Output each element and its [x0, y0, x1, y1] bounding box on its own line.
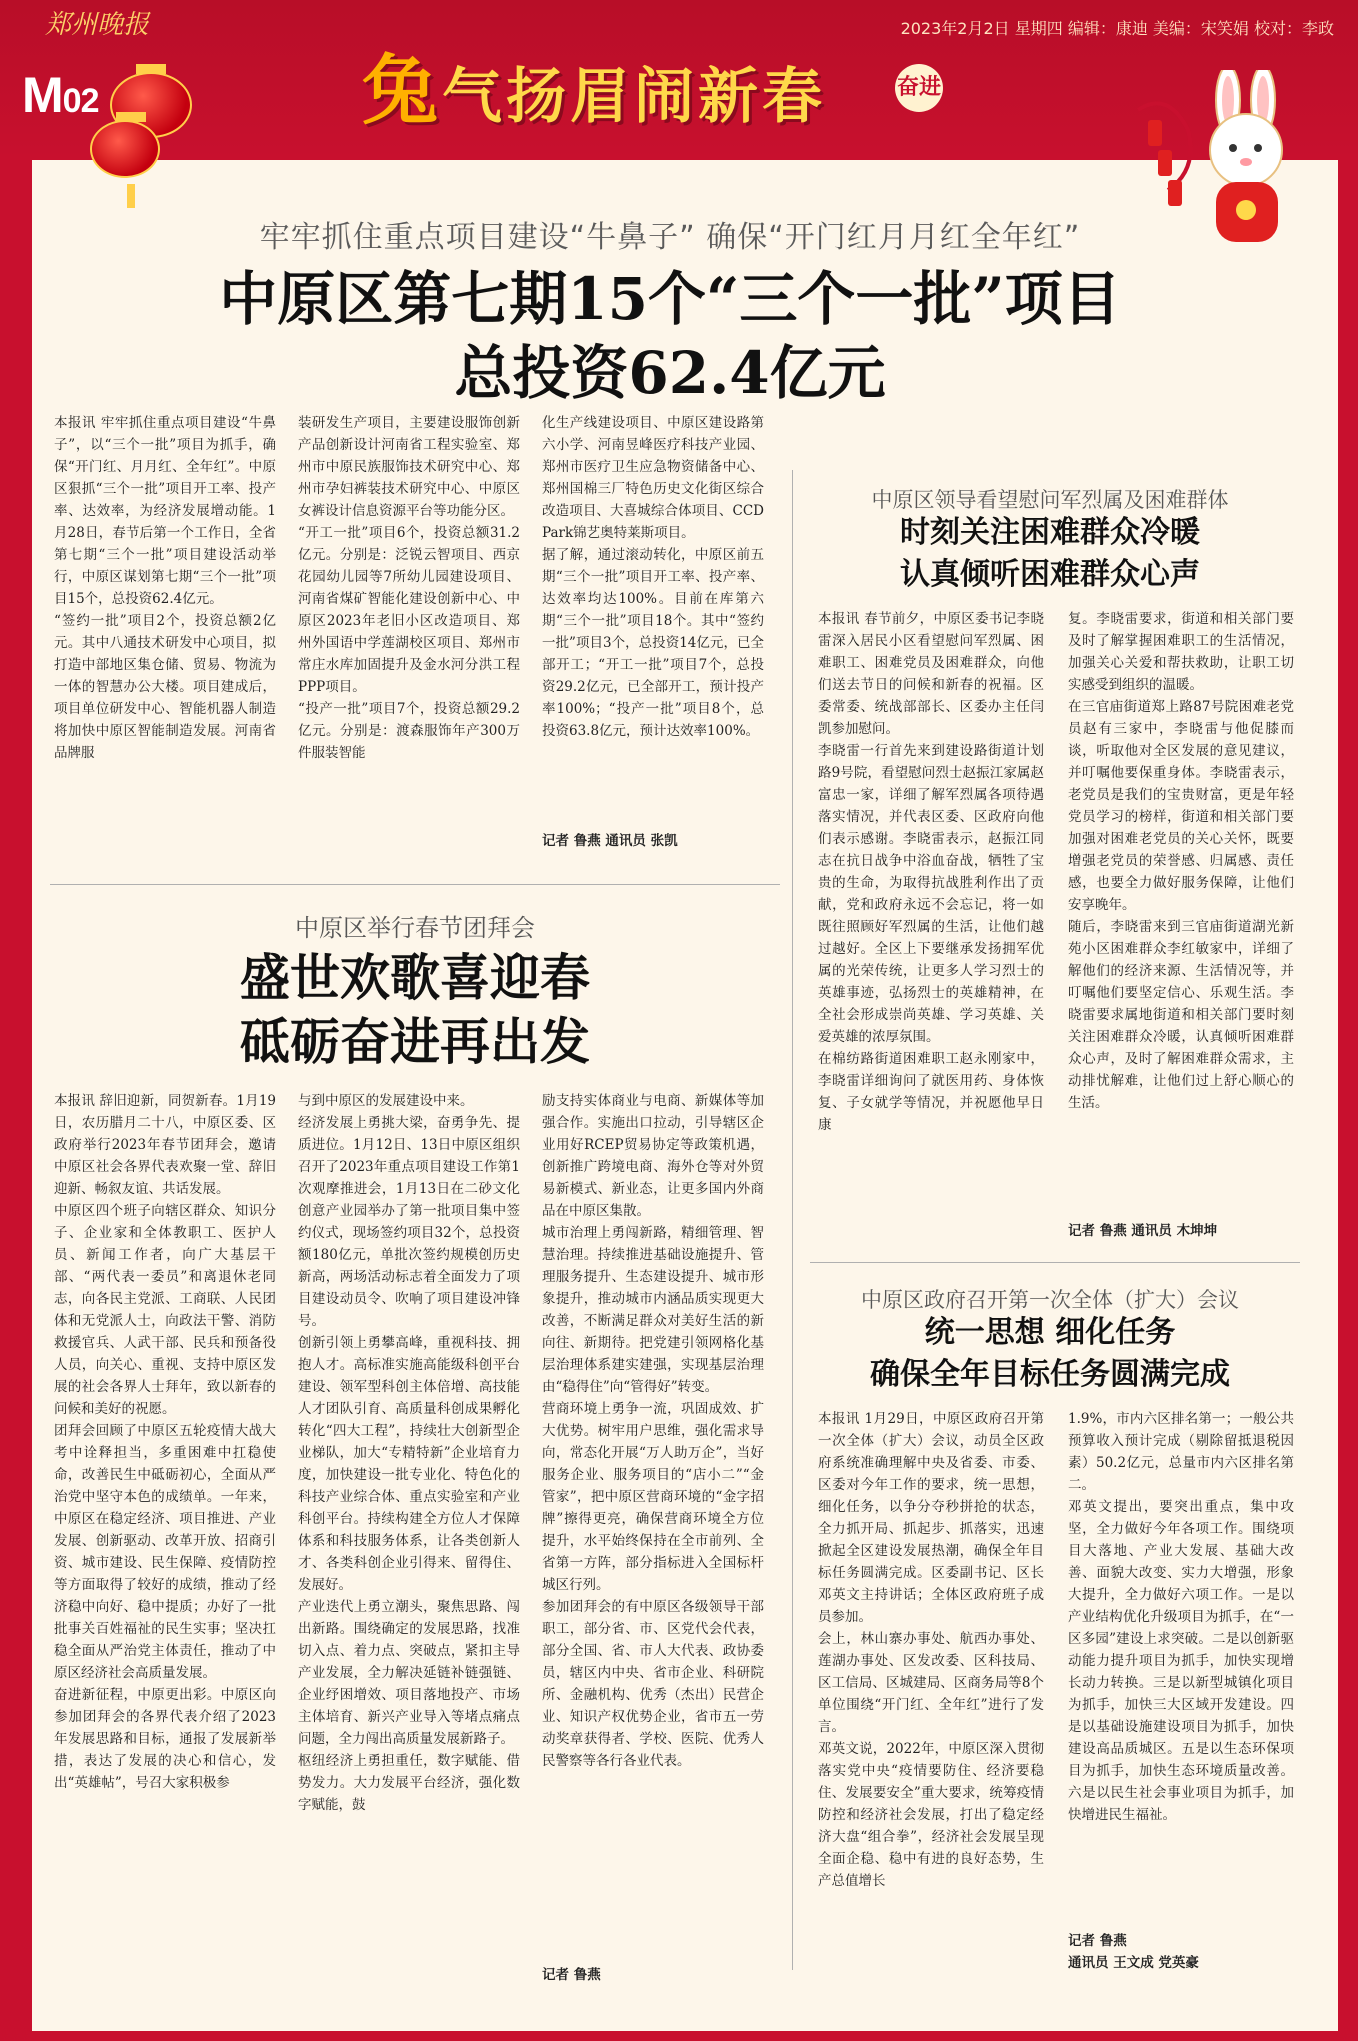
story-right1-byline: 记者 鲁燕 通讯员 木坤坤	[1068, 1223, 1218, 1239]
story-left2-column-3: 励支持实体商业与电商、新媒体等加强合作。实施出口拉动，引导辖区企业用好RCEP贸易协定等政策机遇，创新推广跨境电商、海外仓等对外贸易新模式、新业态，让更多国内外商品在中原区集散。 城市治理上勇闯新路，精细管理、智慧治理。持续推进基础设施提升、管理服务提升、生态建设提升、城市形象提升，推动城市内涵品质实现更大改善，不断满足群众对美好生活的新向往、新期待。把党建引领网格化基层治理体系建实建强，实现基层治理由“稳得住”向“管得好”转变。 营商环境上勇争一流，巩固成效、扩大优势。树牢用户思维，强化需求导向，常态化开展“万人助万企”，当好服务企业、服务项目的“店小二”“金管家”，把中原区营商环境的“金字招牌”擦得更亮，确保营商环境全方位提升，水平始终保持在全市前列、全省第一方阵，部分指标进入全国标杆城区行列。 参加团拜会的有中原区各级领导干部职工，部分省、市、区党代会代表，部分全国、省、市人大代表、政协委员，辖区内中央、省市企业、科研院所、金融机构、优秀（杰出）民营企业、知识产权优势企业，省市五一劳动奖章获得者、学校、医院、优秀人民警察等各行各业代表。	[542, 1093, 764, 1769]
newspaper-logo: 郑州晚报	[45, 10, 150, 40]
page-number-prefix: M	[22, 67, 63, 123]
dateline: 2023年2月2日 星期四 编辑：康迪 美编：宋笑娟 校对：李政	[900, 19, 1334, 38]
story-left2-column-2: 与到中原区的发展建设中来。 经济发展上勇挑大梁，奋勇争先、提质进位。1月12日、13日中原区组织召开了2023年重点项目建设工作第1次观摩推进会，1月13日在二砂文化创意产业园举办了第一批项目集中签约仪式，现场签约项目32个，总投资额180亿元，单批次签约规模创历史新高，两场活动标志着全面发力了项目建设动员令、吹响了项目建设冲锋号。 创新引领上勇攀高峰，重视科技、拥抱人才。高标准实施高能级科创平台建设、领军型科创主体倍增、高技能人才团队引育、高质量科创成果孵化转化“四大工程”，持续壮大创新型企业梯队，加大“专精特新”企业培育力度，加快建设一批专业化、特色化的科技产业综合体、重点实验室和产业科创平台。持续构建全方位人才保障体系和科技服务体系，让各类创新人才、各类科创企业引得来、留得住、发展好。 产业迭代上勇立潮头，聚焦思路、闯出新路。围绕确定的发展思路，找准切入点、着力点、突破点，紧扣主导产业发展，全力解决延链补链强链、企业纾困增效、项目落地投产、市场主体培育、新兴产业导入等堵点痛点问题，全力闯出高质量发展新路子。 枢纽经济上勇担重任，数字赋能、借势发力。大力发展平台经济，强化数字赋能，鼓	[298, 1093, 520, 1813]
page-number	[22, 66, 98, 124]
story-divider	[50, 884, 780, 885]
story-right1-headline-line1: 时刻关注困难群众冷暖	[900, 515, 1200, 550]
section-banner	[362, 30, 826, 139]
lead-column-3: 化生产线建设项目、中原区建设路第六小学、河南昱峰医疗科技产业园、郑州市医疗卫生应急物资储备中心、郑州国棉三厂特色历史文化街区综合改造项目、大喜城综合体项目、CCD Park锦艺奥特莱斯项目。 据了解，通过滚动转化，中原区前五期“三个一批”项目开工率、投产率、达效率均达100%。目前在库第六期“三个一批”项目18个。其中“签约一批”项目3个，总投资14亿元，已全部开工；“开工一批”项目7个，总投资29.2亿元，已全部开工，预计投产率100%；“投产一批”项目8个，总投资63.8亿元，预计达效率100%。	[542, 415, 764, 739]
story-right1-headline	[810, 512, 1290, 596]
page-number-num: 02	[62, 82, 99, 120]
story-right1-headline-line2: 认真倾听困难群众心声	[900, 557, 1200, 592]
story-right1-kicker: 中原区领导看望慰问军烈属及困难群体	[871, 488, 1229, 512]
lead-headline-line1: 中原区第七期15个“三个一批”项目	[219, 265, 1121, 333]
story-right2-byline: 记者 鲁燕 通讯员 王文成 党英豪	[1068, 1933, 1199, 1971]
story-right1-column-2: 复。李晓雷要求，街道和相关部门要及时了解掌握困难职工的生活情况，加强关心关爱和帮扶救助，让职工切实感受到组织的温暖。 在三官庙街道郑上路87号院困难老党员赵有三家中，李晓雷与他促膝而谈，听取他对全区发展的意见建议，并叮嘱他要保重身体。李晓雷表示，老党员是我们的宝贵财富，更是年轻党员学习的榜样，街道和相关部门要加强对困难老党员的关心关怀，既要增强老党员的荣誉感、归属感、责任感，也要全力做好服务保障，让他们安享晚年。 随后，李晓雷来到三官庙街道湖光新苑小区困难群众李红敏家中，详细了解他们的经济来源、生活情况等，并叮嘱他们要坚定信心、乐观生活。李晓雷要求属地街道和相关部门要时刻关注困难群众冷暖，认真倾听困难群众心声，及时了解困难群众需求，主动排忧解难，让他们过上舒心顺心的生活。	[1068, 611, 1294, 1111]
lead-headline	[120, 262, 1220, 410]
story-right2-headline	[810, 1312, 1290, 1396]
story-right2-column-2: 1.9%，市内六区排名第一；一般公共预算收入预计完成（剔除留抵退税因素）50.2亿元，总量市内六区排名第二。 邓英文提出，要突出重点，集中攻坚，全力做好今年各项工作。围绕项目大落地、产业大发展、基础大改善、面貌大改变、实力大增强，形象大提升，全力做好六项工作。一是以产业结构优化升级项目为抓手，在“一区多园”建设上求突破。二是以创新驱动能力提升项目为抓手，加快实现增长动力转换。三是以新型城镇化项目为抓手，加快三大区域开发建设。四是以基础设施建设项目为抓手，加快建设高品质城区。五是以生态环保项目为抓手，加快生态环境质量改善。六是以民生社会事业项目为抓手，加快增进民生福祉。	[1068, 1411, 1294, 1823]
story-right1-column-1: 本报讯 春节前夕，中原区委书记李晓雷深入居民小区看望慰问军烈属、困难职工、困难党员及困难群众，向他们送去节日的问候和新春的祝福。区委常委、统战部部长、区委办主任闫凯参加慰问。 李晓雷一行首先来到建设路街道计划路9号院，看望慰问烈士赵振江家属赵富忠一家，详细了解军烈属各项待遇落实情况，并代表区委、区政府向他们表示感谢。李晓雷表示，赵振江同志在抗日战争中浴血奋战，牺牲了宝贵的生命，为取得抗战胜利作出了贡献，党和政府永远不会忘记，将一如既往照顾好军烈属的生活，让他们越过越好。全区上下要继承发扬拥军优属的光荣传统，让更多人学习烈士的英雄事迹，弘扬烈士的英雄精神，在全社会形成崇尚英雄、学习英雄、关爱英雄的浓厚氛围。 在棉纺路街道困难职工赵永刚家中，李晓雷详细询问了就医用药、身体恢复、子女就学等情况，并祝愿他早日康	[818, 611, 1044, 1133]
column-divider	[792, 470, 793, 1970]
story-left2-column-1: 本报讯 辞旧迎新，同贺新春。1月19日，农历腊月二十八，中原区委、区政府举行2023年春节团拜会，邀请中原区社会各界代表欢聚一堂、辞旧迎新、畅叙友谊、共话发展。 中原区四个班子向辖区群众、知识分子、企业家和全体教职工、医护人员、新闻工作者，向广大基层干部、“两代表一委员”和离退休老同志，向各民主党派、工商联、人民团体和无党派人士，向政法干警、消防救援官兵、人武干部、民兵和预备役人员，向关心、重视、支持中原区发展的社会各界人士拜年，致以新春的问候和美好的祝愿。 团拜会回顾了中原区五轮疫情大战大考中诠释担当，多重困难中扛稳使命，改善民生中砥砺初心，全面从严治党中坚守本色的成绩单。一年来，中原区在稳定经济、项目推进、产业发展、创新驱动、改革开放、招商引资、城市建设、民生保障、疫情防控等方面取得了较好的成绩，推动了经济稳中向好、稳中提质；办好了一批批事关百姓福祉的民生实事；坚决扛稳全面从严治党主体责任，推动了中原区经济社会高质量发展。 奋进新征程，中原更出彩。中原区向参加团拜会的各界代表介绍了2023年发展思路和目标，通报了发展新举措，表达了发展的决心和信心，发出“英雄帖”，号召大家积极参	[54, 1093, 276, 1791]
lead-kicker: 牢牢抓住重点项目建设“牛鼻子” 确保“开门红月月红全年红”	[259, 220, 1081, 255]
section-badge: 奋进	[895, 64, 943, 112]
story-left2-headline-line1: 盛世欢歌喜迎春	[240, 949, 590, 1007]
lantern-icon	[90, 120, 160, 178]
story-left2-headline-line2: 砥砺奋进再出发	[240, 1013, 590, 1071]
story-left2-kicker: 中原区举行春节团拜会	[295, 914, 535, 942]
banner-text: 气扬眉闹新春	[442, 62, 826, 132]
story-left2-headline	[50, 946, 780, 1074]
story-right2-headline-line2: 确保全年目标任务圆满完成	[870, 1357, 1230, 1392]
lead-column-1: 本报讯 牢牢抓住重点项目建设“牛鼻子”，以“三个一批”项目为抓手，确保“开门红、月月红、全年红”。中原区狠抓“三个一批”项目开工率、投产率、达效率，为经济发展增动能。1月28日，春节后第一个工作日，全省第七期“三个一批”项目建设活动举行，中原区谋划第七期“三个一批”项目15个，总投资62.4亿元。 “签约一批”项目2个，投资总额2亿元。其中八通技术研发中心项目，拟打造中部地区集仓储、贸易、物流为一体的智慧办公大楼。项目建成后，项目单位研发中心、智能机器人制造将加快中原区智能制造发展。河南省品牌服	[54, 415, 276, 761]
story-right2-headline-line1: 统一思想 细化任务	[924, 1315, 1176, 1350]
banner-first-char: 兔	[362, 46, 442, 135]
lead-column-2: 装研发生产项目，主要建设服饰创新产品创新设计河南省工程实验室、郑州市中原民族服饰技术研究中心、郑州市孕妇裤装技术研究中心、中原区女裤设计信息资源平台等功能分区。 “开工一批”项目6个，投资总额31.2亿元。分别是：泛锐云智项目、西京花园幼儿园等7所幼儿园建设项目、河南省煤矿智能化建设创新中心、中原区2023年老旧小区改造项目、郑州外国语中学莲湖校区项目、郑州市常庄水库加固提升及金水河分洪工程PPP项目。 “投产一批”项目7个，投资总额29.2亿元。分别是：渡森服饰年产300万件服装智能	[298, 415, 520, 761]
story-left2-byline: 记者 鲁燕	[542, 1967, 601, 1983]
story-divider	[810, 1262, 1300, 1263]
lead-headline-line2: 总投资62.4亿元	[454, 339, 886, 407]
story-right2-column-1: 本报讯 1月29日，中原区政府召开第一次全体（扩大）会议，动员全区政府系统准确理解中央及省委、市委、区委对今年工作的要求，统一思想，细化任务，以争分夺秒拼抢的状态，全力抓开局、抓起步、抓落实，迅速掀起全区建设发展热潮，确保全年目标任务圆满完成。区委副书记、区长邓英文主持讲话；全体区政府班子成员参加。 会上，林山寨办事处、航西办事处、莲湖办事处、区发改委、区科技局、区工信局、区城建局、区商务局等8个单位围绕“开门红、全年红”进行了发言。 邓英文说，2022年，中原区深入贯彻落实党中央“疫情要防住、经济要稳住、发展要安全”重大要求，统筹疫情防控和经济社会发展，打出了稳定经济大盘“组合拳”，经济社会发展呈现全面企稳、稳中有进的良好态势，生产总值增长	[818, 1411, 1044, 1889]
lead-byline: 记者 鲁燕 通讯员 张凯	[542, 833, 678, 849]
story-right2-kicker: 中原区政府召开第一次全体（扩大）会议	[861, 1288, 1239, 1312]
